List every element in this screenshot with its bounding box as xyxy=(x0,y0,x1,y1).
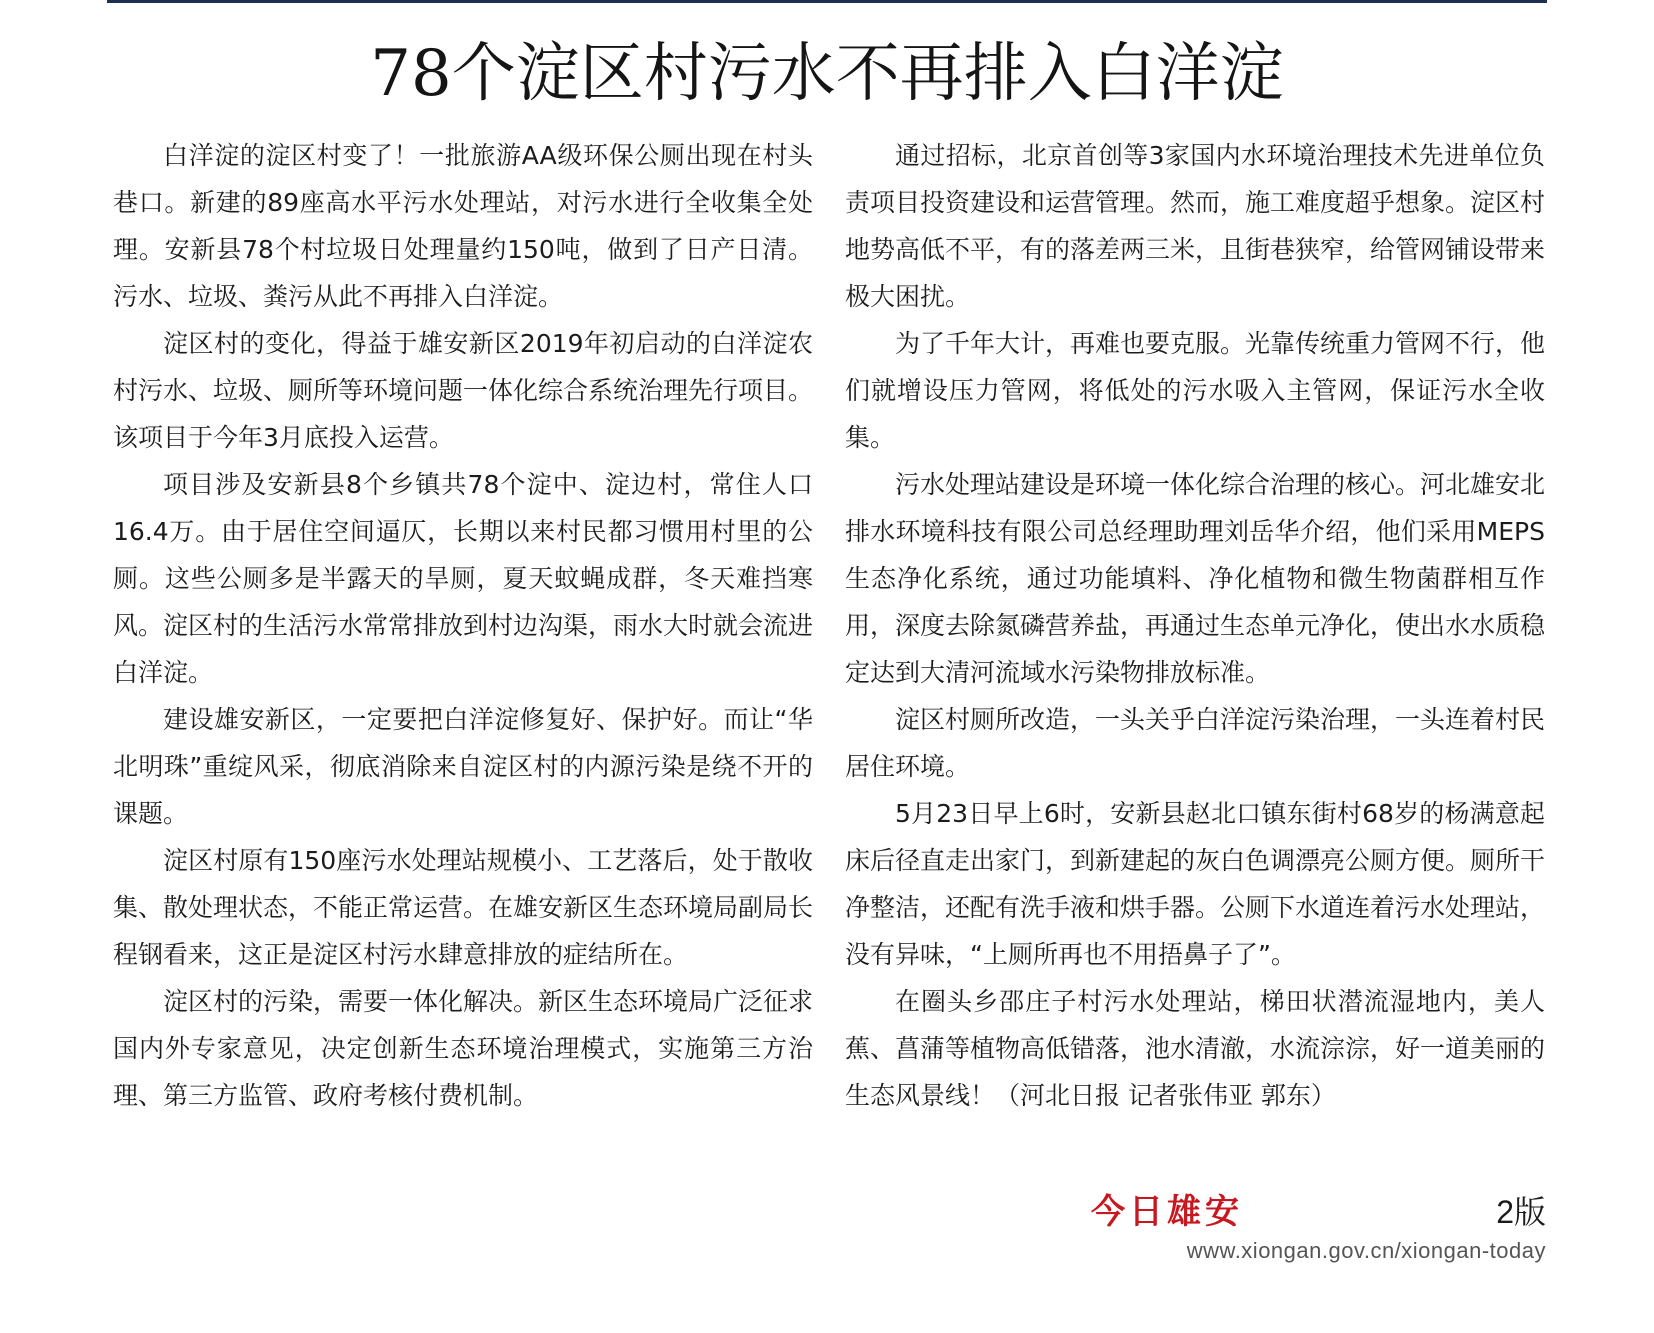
article-title: 78个淀区村污水不再排入白洋淀 xyxy=(370,37,1284,111)
paragraph: 淀区村原有150座污水处理站规模小、工艺落后，处于散收集、散处理状态，不能正常运营。在雄安新区生态环境局副局长程钢看来，这正是淀区村污水肆意排放的症结所在。 xyxy=(113,846,814,969)
paragraph: 建设雄安新区，一定要把白洋淀修复好、保护好。而让“华北明珠”重绽风采，彻底消除来自淀区村的内源污染是绕不开的课题。 xyxy=(113,705,813,828)
page-number: 2版 xyxy=(1496,1194,1546,1230)
paragraph: 污水处理站建设是环境一体化综合治理的核心。河北雄安北排水环境科技有限公司总经理助理刘岳华介绍，他们采用MEPS生态净化系统，通过功能填料、净化植物和微生物菌群相互作用，深度去除氮磷营养盐，再通过生态单元净化，使出水水质稳定达到大清河流域水污染物排放标准。 xyxy=(845,470,1546,687)
paragraph: 项目涉及安新县8个乡镇共78个淀中、淀边村，常住人口16.4万。由于居住空间逼仄，长期以来村民都习惯用村里的公厕。这些公厕多是半露天的旱厕，夏天蚊蝇成群，冬天难挡寒风。淀区村的生活污水常常排放到村边沟渠，雨水大时就会流进白洋淀。 xyxy=(113,470,814,687)
page-footer xyxy=(1046,1190,1546,1270)
paragraph-last xyxy=(845,978,1545,1119)
byline: （河北日报 记者张伟亚 郭东） xyxy=(995,1081,1336,1110)
xiongan-today-logo: 今日雄安 xyxy=(1091,1192,1243,1232)
top-rule xyxy=(107,0,1547,3)
article-column-left xyxy=(113,132,813,1119)
paragraph: 通过招标，北京首创等3家国内水环境治理技术先进单位负责项目投资建设和运营管理。然而，施工难度超乎想象。淀区村地势高低不平，有的落差两三米，且街巷狭窄，给管网铺设带来极大困扰。 xyxy=(845,141,1546,311)
paragraph: 白洋淀的淀区村变了！一批旅游AA级环保公厕出现在村头巷口。新建的89座高水平污水处理站，对污水进行全收集全处理。安新县78个村垃圾日处理量约150吨，做到了日产日清。污水、垃圾、粪污从此不再排入白洋淀。 xyxy=(113,141,813,311)
paragraph: 为了千年大计，再难也要克服。光靠传统重力管网不行，他们就增设压力管网，将低处的污水吸入主管网，保证污水全收集。 xyxy=(845,329,1546,452)
paragraph: 5月23日早上6时，安新县赵北口镇东街村68岁的杨满意起床后径直走出家门，到新建起的灰白色调漂亮公厕方便。厕所干净整洁，还配有洗手液和烘手器。公厕下水道连着污水处理站，没有异味，“上厕所再也不用捂鼻子了”。 xyxy=(845,799,1546,969)
paragraph: 淀区村厕所改造，一头关乎白洋淀污染治理，一头连着村民居住环境。 xyxy=(845,705,1546,781)
paragraph: 淀区村的污染，需要一体化解决。新区生态环境局广泛征求国内外专家意见，决定创新生态环境治理模式，实施第三方治理、第三方监管、政府考核付费机制。 xyxy=(113,987,814,1110)
last-paragraph-text: 在圈头乡邵庄子村污水处理站，梯田状潜流湿地内，美人蕉、菖蒲等植物高低错落，池水清澈，水流淙淙，好一道美丽的生态风景线！ xyxy=(845,987,1546,1110)
paragraph: 淀区村的变化，得益于雄安新区2019年初启动的白洋淀农村污水、垃圾、厕所等环境问题一体化综合系统治理先行项目。该项目于今年3月底投入运营。 xyxy=(113,329,814,452)
site-url: www.xiongan.gov.cn/xiongan-today xyxy=(1186,1238,1546,1263)
article-column-right xyxy=(845,132,1545,1119)
